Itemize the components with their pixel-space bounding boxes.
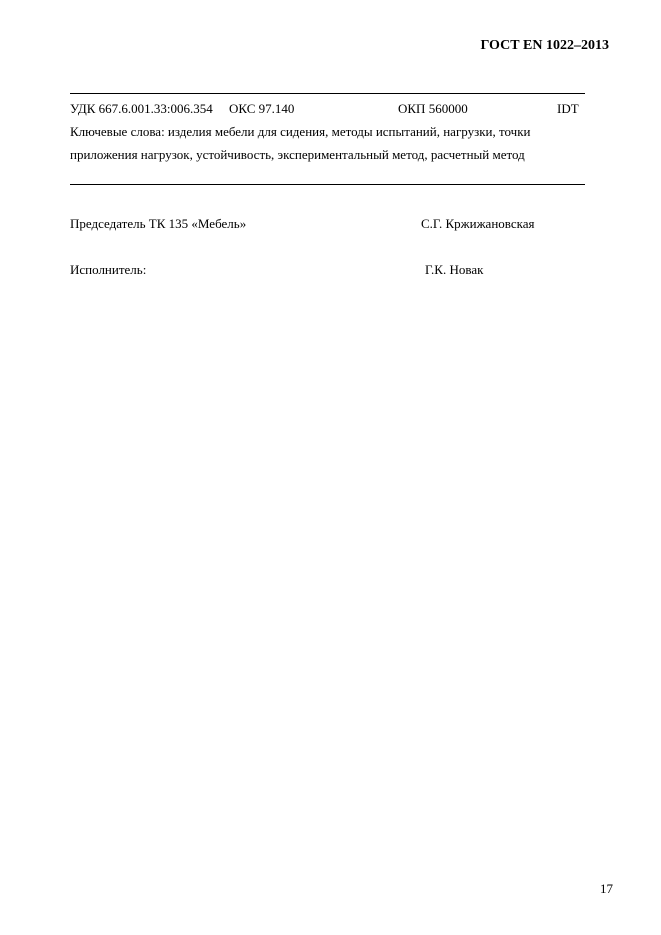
chairman-name: С.Г. Кржижановская [421, 216, 535, 231]
document-code: ГОСТ EN 1022–2013 [480, 38, 609, 53]
executor-role: Исполнитель: [70, 262, 147, 277]
okp: ОКП 560000 [398, 101, 468, 116]
divider [70, 184, 585, 185]
chairman-role: Председатель ТК 135 «Мебель» [70, 216, 247, 231]
executor-name: Г.К. Новак [425, 262, 484, 277]
divider [70, 93, 585, 94]
keywords-line2: приложения нагрузок, устойчивость, экспериментальный метод, расчетный метод [70, 147, 525, 162]
udk: УДК 667.6.001.33:006.354 [70, 101, 213, 116]
idt: IDT [557, 101, 579, 116]
oks: ОКС 97.140 [229, 101, 295, 116]
keywords-line1: Ключевые слова: изделия мебели для сидения, методы испытаний, нагрузки, точки [70, 124, 531, 139]
page-number: 17 [600, 881, 613, 896]
